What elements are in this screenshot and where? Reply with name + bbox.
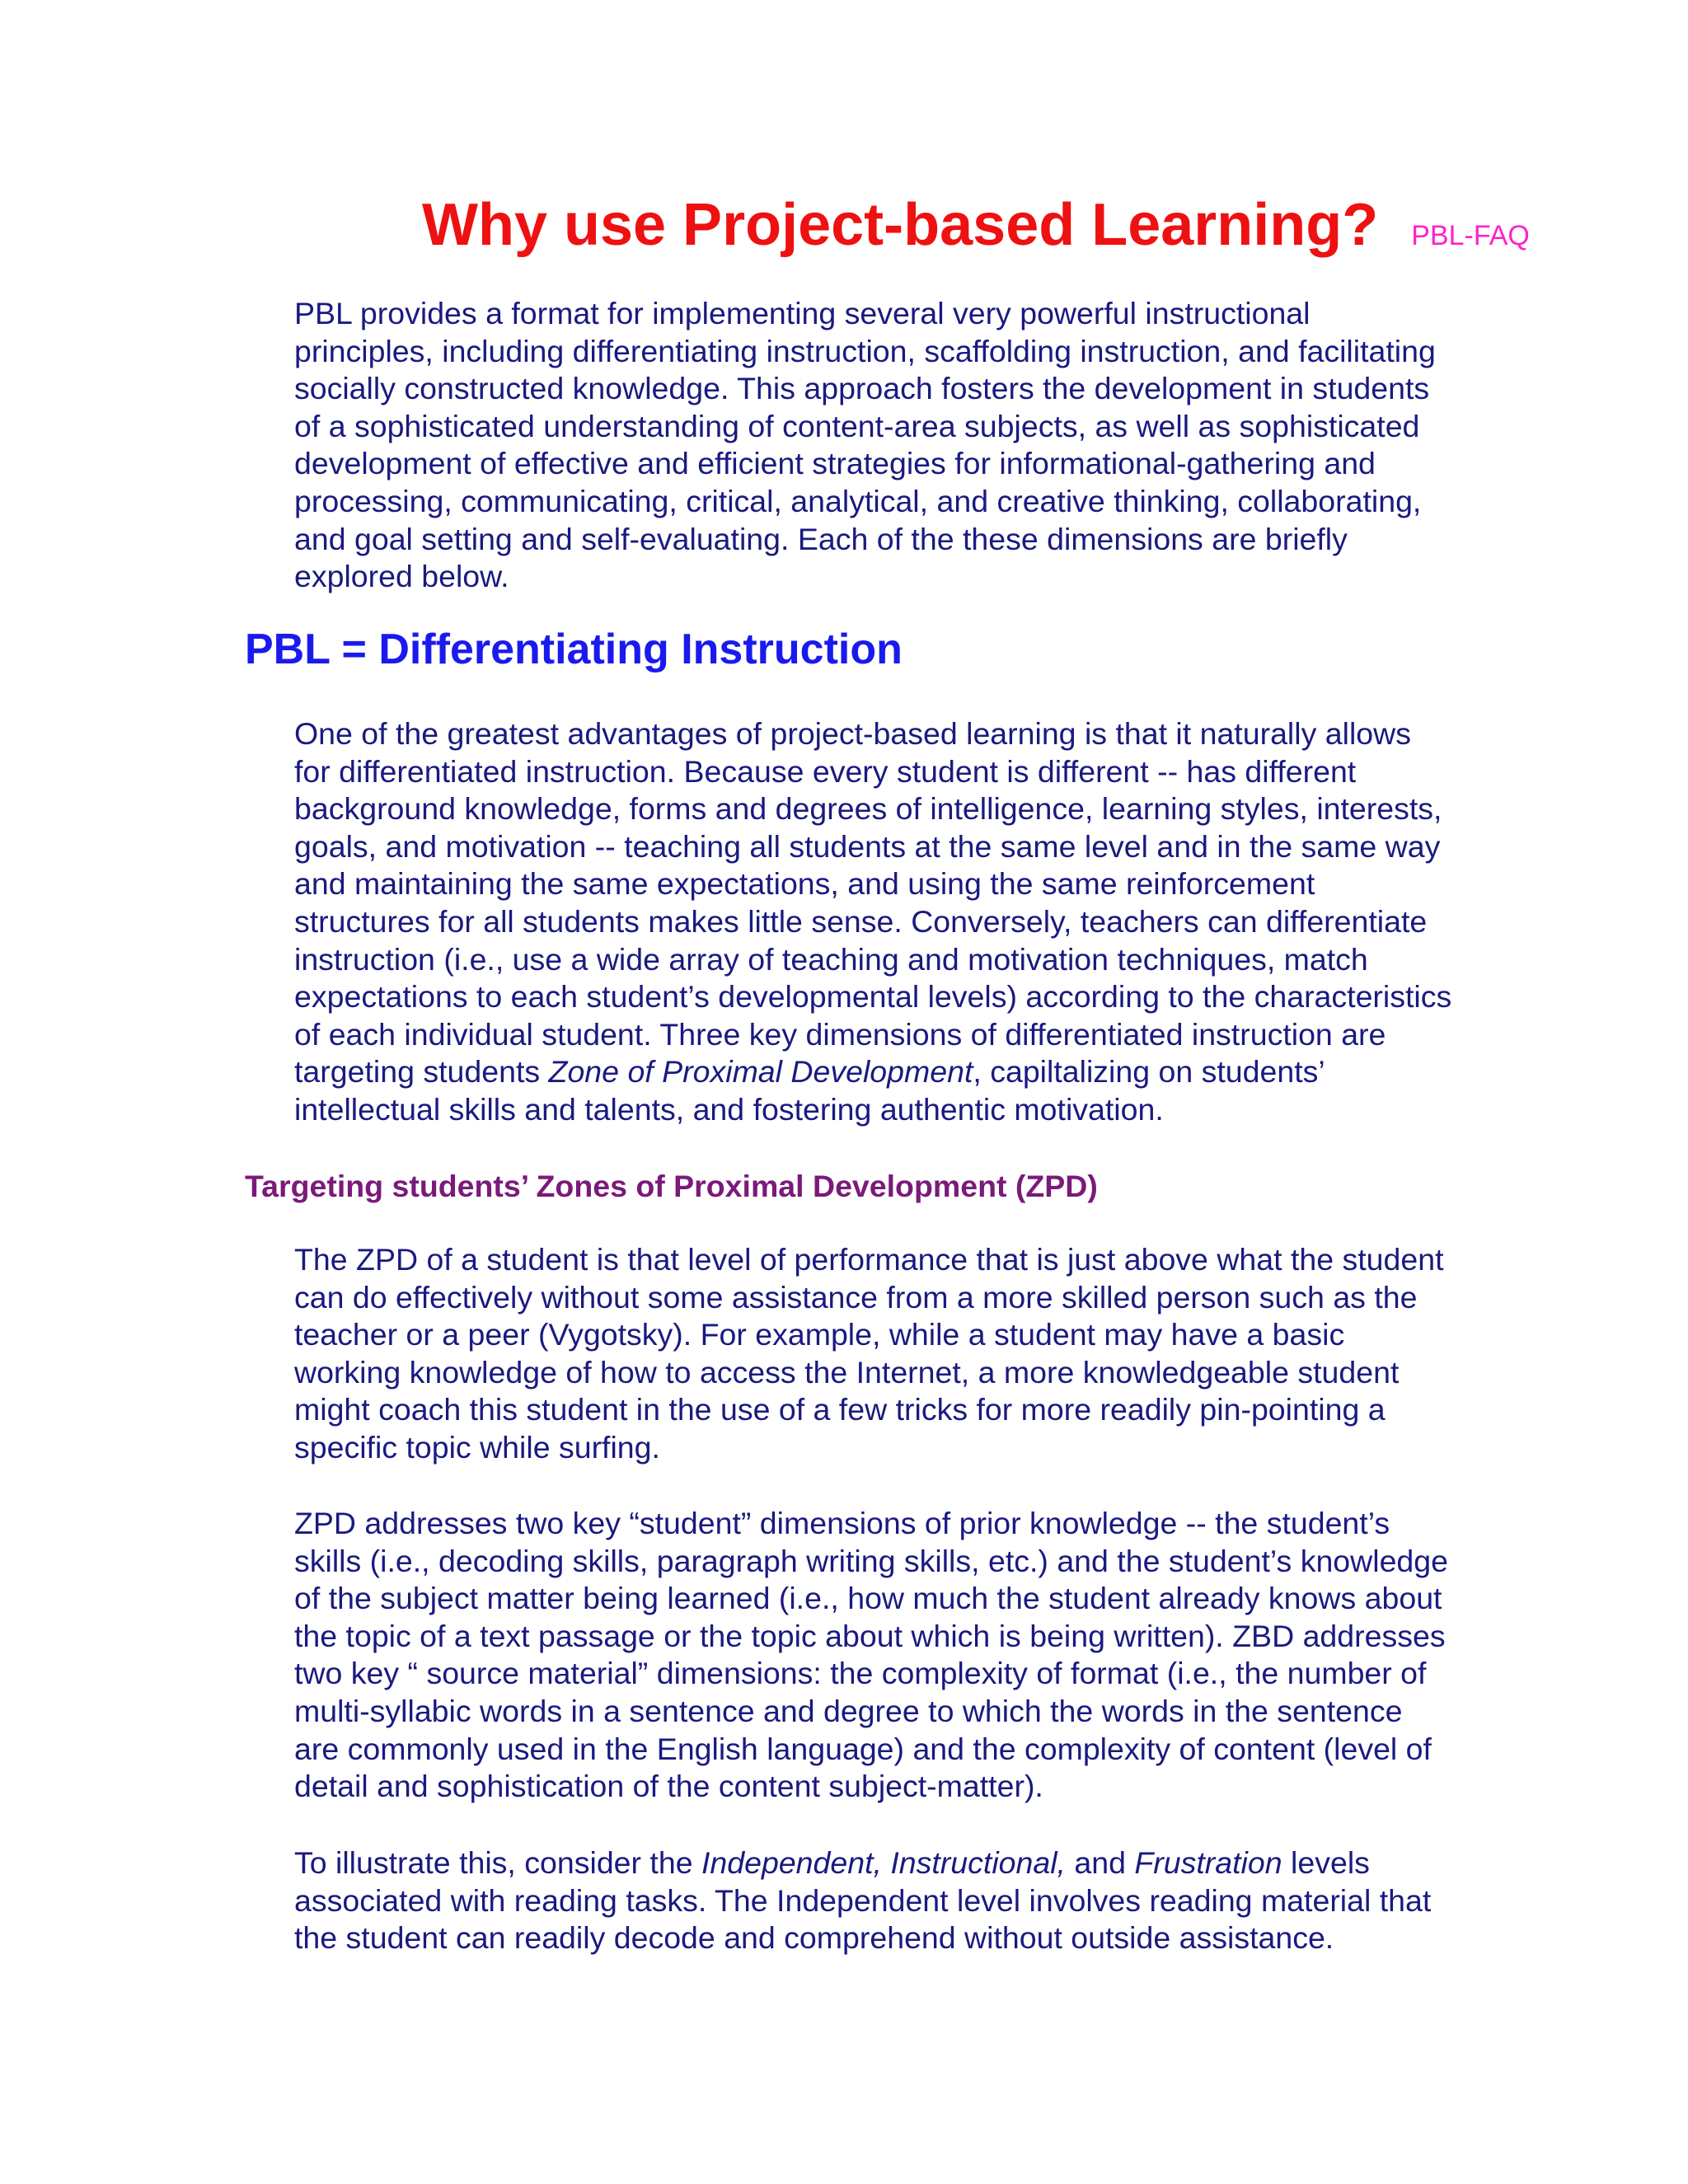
body-line: and maintaining the same expectations, and using the same reinforcement (294, 866, 1315, 902)
body-line: are commonly used in the English language) and the complexity of content (level of (294, 1731, 1432, 1766)
body-line: background knowledge, forms and degrees of intelligence, learning styles, interests, (294, 791, 1442, 827)
body-text-run: targeting students (294, 1054, 549, 1090)
differentiating-paragraph (294, 715, 1547, 1129)
body-line: of each individual student. Three key dimensions of differentiated instruction are (294, 1016, 1386, 1052)
body-text-run: , capiltalizing on students’ (973, 1054, 1325, 1090)
body-line: specific topic while surfing. (294, 1429, 660, 1465)
body-line (294, 1844, 1547, 1882)
body-line: the topic of a text passage or the topic about which is being written). ZBD addresses (294, 1618, 1446, 1653)
zpd-paragraph-2 (294, 1505, 1547, 1806)
intro-line: processing, communicating, critical, analytical, and creative thinking, collaborating, (294, 483, 1422, 518)
intro-line: PBL provides a format for implementing several very powerful instructional (294, 296, 1311, 330)
body-text-run: To illustrate this, consider the (294, 1845, 701, 1880)
body-line: two key “ source material” dimensions: the complexity of format (i.e., the number of (294, 1656, 1427, 1691)
body-line: teacher or a peer (Vygotsky). For example, while a student may have a basic (294, 1317, 1345, 1352)
zpd-paragraph-3 (294, 1844, 1547, 1957)
body-line (294, 1053, 1547, 1091)
pbl-faq-link[interactable]: PBL-FAQ (1411, 220, 1530, 251)
body-text-run: levels (1282, 1845, 1370, 1880)
intro-line: development of effective and efficient strategies for informational-gathering and (294, 446, 1376, 481)
intro-line: of a sophisticated understanding of content-area subjects, as well as sophisticated (294, 408, 1420, 443)
intro-paragraph (294, 295, 1547, 596)
body-line: expectations to each student’s developmental levels) according to the characteristics (294, 979, 1452, 1015)
page-title: Why use Project-based Learning? (422, 192, 1379, 258)
body-line: for differentiated instruction. Because every student is different -- has different (294, 753, 1357, 789)
body-line: detail and sophistication of the content subject-matter). (294, 1769, 1043, 1804)
body-line: the student can readily decode and comprehend without outside assistance. (294, 1920, 1334, 1956)
body-line: One of the greatest advantages of project-based learning is that it naturally allows (294, 716, 1411, 751)
body-line: skills (i.e., decoding skills, paragraph writing skills, etc.) and the student’s knowledge (294, 1543, 1448, 1578)
body-text-run: and (1065, 1845, 1135, 1880)
intro-line: principles, including differentiating instruction, scaffolding instruction, and facilitating (294, 333, 1436, 368)
body-line: multi-syllabic words in a sentence and degree to which the words in the sentence (294, 1693, 1403, 1728)
emphasis-levels: Independent, Instructional, (701, 1845, 1066, 1880)
zpd-paragraph-1 (294, 1241, 1547, 1467)
subheading-zpd: Targeting students’ Zones of Proximal Development (ZPD) (245, 1169, 1098, 1203)
body-line: associated with reading tasks. The Independent level involves reading material that (294, 1882, 1432, 1918)
section-heading-differentiating: PBL = Differentiating Instruction (245, 626, 903, 673)
body-line: instruction (i.e., use a wide array of teaching and motivation techniques, match (294, 941, 1368, 977)
intro-line: socially constructed knowledge. This approach fosters the development in students (294, 371, 1430, 406)
intro-line: explored below. (294, 559, 509, 594)
emphasis-zpd: Zone of Proximal Development (548, 1054, 973, 1090)
intro-line: and goal setting and self-evaluating. Each of the these dimensions are briefly (294, 521, 1348, 556)
title-row (422, 191, 1530, 274)
emphasis-frustration: Frustration (1134, 1845, 1282, 1880)
body-line: goals, and motivation -- teaching all students at the same level and in the same way (294, 828, 1441, 864)
body-line: can do effectively without some assistance from a more skilled person such as the (294, 1279, 1418, 1315)
body-line: structures for all students makes little sense. Conversely, teachers can differentiate (294, 903, 1428, 939)
body-line: The ZPD of a student is that level of performance that is just above what the student (294, 1242, 1444, 1277)
body-line: might coach this student in the use of a few tricks for more readily pin-pointing a (294, 1392, 1386, 1427)
body-line: working knowledge of how to access the Internet, a more knowledgeable student (294, 1354, 1400, 1390)
body-line: ZPD addresses two key “student” dimensions of prior knowledge -- the student’s (294, 1506, 1390, 1540)
body-line: of the subject matter being learned (i.e., how much the student already knows about (294, 1581, 1442, 1616)
body-line: intellectual skills and talents, and fostering authentic motivation. (294, 1091, 1164, 1127)
